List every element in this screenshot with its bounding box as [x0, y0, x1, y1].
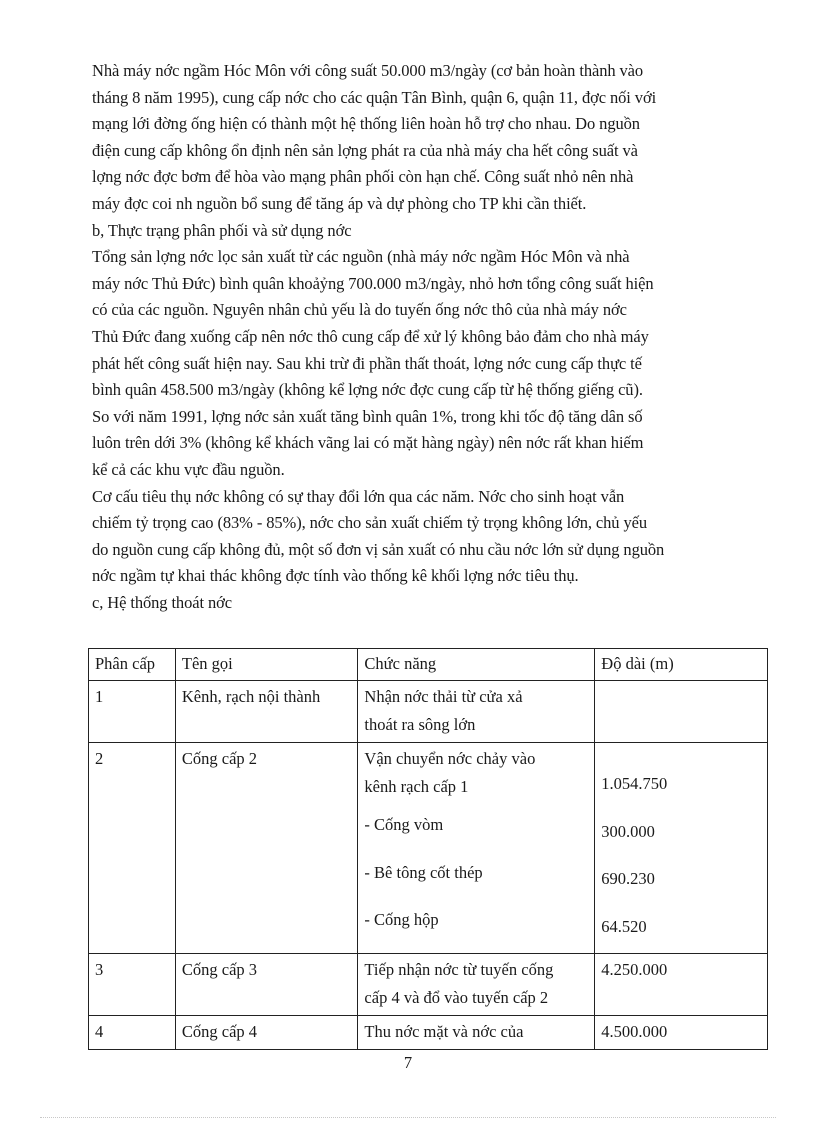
length-value: 1.054.750	[601, 774, 668, 793]
function-line: Thu nớc mặt và nớc của	[364, 1022, 524, 1041]
section-heading-c: c, Hệ thống thoát nớc	[92, 592, 232, 612]
header-level: Phân cấp	[89, 649, 176, 681]
function-subitem: - Cống vòm	[364, 815, 444, 834]
paragraph-line: do nguồn cung cấp không đủ, một số đơn vị sản xuất có nhu cầu nớc lớn sử dụng nguồn	[92, 539, 665, 559]
paragraph-line: chiếm tỷ trọng cao (83% - 85%), nớc cho sản xuất chiếm tỷ trọng không lớn, chủ yếu	[92, 513, 647, 533]
function-line: thoát ra sông lớn	[364, 715, 476, 734]
function-line: kênh rạch cấp 1	[364, 777, 469, 796]
table-row	[89, 954, 768, 1016]
function-line: Tiếp nhận nớc từ tuyến cống	[364, 960, 554, 979]
paragraph-line: Cơ cấu tiêu thụ nớc không có sự thay đổi lớn qua các năm. Nớc cho sinh hoạt vẫn	[92, 486, 625, 506]
cell-length: 4.500.000	[595, 1016, 768, 1050]
paragraph-line: có của các nguồn. Nguyên nhân chủ yếu là do tuyến ống nớc thô của nhà máy nớc	[92, 300, 627, 320]
body-text	[92, 58, 772, 616]
paragraph-line: So với năm 1991, lợng nớc sản xuất tăng bình quân 1%, trong khi tốc độ tăng dân số	[92, 406, 643, 426]
paragraph-line: máy nớc Thủ Đức) bình quân khoảỷng 700.000 m3/ngày, nhỏ hơn tổng công suất hiện	[92, 273, 654, 293]
cell-function	[358, 743, 595, 954]
length-value: 300.000	[601, 821, 655, 841]
header-length: Độ dài (m)	[595, 649, 768, 681]
paragraph-line: nớc ngầm tự khai thác không đợc tính vào thống kê khối lợng nớc tiêu thụ.	[92, 566, 579, 586]
cell-function	[358, 954, 595, 1016]
paragraph-line: lợng nớc đợc bơm để hòa vào mạng phân phối còn hạn chế. Công suất nhỏ nên nhà	[92, 167, 634, 187]
cell-length	[595, 681, 768, 743]
table-row	[89, 1016, 768, 1050]
paragraph-line: bình quân 458.500 m3/ngày (không kể lợng nớc đợc cung cấp từ hệ thống giếng cũ).	[92, 380, 643, 400]
cell-name: Cống cấp 3	[175, 954, 358, 1016]
page-number: 7	[403, 1053, 413, 1072]
drainage-table-wrapper	[88, 648, 768, 1050]
cell-length: 4.250.000	[595, 954, 768, 1016]
paragraph-line: kể cả các khu vực đầu nguồn.	[92, 459, 285, 479]
paragraph-line: Thủ Đức đang xuống cấp nên nớc thô cung cấp để xử lý không bảo đảm cho nhà máy	[92, 326, 649, 346]
cell-level: 4	[89, 1016, 176, 1050]
paragraph-line: Tổng sản lợng nớc lọc sản xuất từ các nguồn (nhà máy nớc ngầm Hóc Môn và nhà	[92, 247, 630, 267]
function-line: cấp 4 và đổ vào tuyến cấp 2	[364, 988, 549, 1007]
cell-level: 2	[89, 743, 176, 954]
function-subitem: - Bê tông cốt thép	[364, 862, 483, 882]
paragraph-line: luôn trên dới 3% (không kể khách vãng lai có mặt hàng ngày) nên nớc rất khan hiếm	[92, 433, 644, 453]
paragraph-line: mạng lới đờng ống hiện có thành một hệ thống liên hoàn hỗ trợ cho nhau. Do nguồn	[92, 114, 640, 134]
table-row	[89, 681, 768, 743]
function-line: Vận chuyển nớc chảy vào	[364, 749, 536, 768]
table-header-row	[89, 649, 768, 681]
paragraph-line: máy đợc coi nh nguồn bổ sung để tăng áp và dự phòng cho TP khi cần thiết.	[92, 193, 587, 213]
paragraph-line: điện cung cấp không ổn định nên sản lợng phát ra của nhà máy cha hết công suất và	[92, 140, 638, 160]
cell-level: 3	[89, 954, 176, 1016]
length-value: 690.230	[601, 869, 655, 888]
paragraph-line: tháng 8 năm 1995), cung cấp nớc cho các quận Tân Bình, quận 6, quận 11, đợc nối với	[92, 87, 657, 107]
header-name: Tên gọi	[175, 649, 358, 681]
table-row	[89, 743, 768, 954]
cell-function	[358, 681, 595, 743]
length-value: 64.520	[601, 916, 647, 936]
cell-function	[358, 1016, 595, 1050]
drainage-system-table	[88, 648, 768, 1050]
cell-length	[595, 743, 768, 954]
cell-name: Kênh, rạch nội thành	[175, 681, 358, 743]
page-bottom-divider	[40, 1117, 776, 1118]
cell-name: Cống cấp 2	[175, 743, 358, 954]
function-subitem: - Cống hộp	[364, 910, 439, 929]
function-line: Nhận nớc thải từ cửa xả	[364, 687, 523, 706]
cell-name: Cống cấp 4	[175, 1016, 358, 1050]
paragraph-line: Nhà máy nớc ngầm Hóc Môn với công suất 50.000 m3/ngày (cơ bản hoàn thành vào	[92, 61, 644, 80]
section-heading-b: b, Thực trạng phân phối và sử dụng nớc	[92, 220, 352, 240]
header-function: Chức năng	[358, 649, 595, 681]
paragraph-line: phát hết công suất hiện nay. Sau khi trừ đi phần thất thoát, lợng nớc cung cấp thực tế	[92, 353, 642, 373]
cell-level: 1	[89, 681, 176, 743]
